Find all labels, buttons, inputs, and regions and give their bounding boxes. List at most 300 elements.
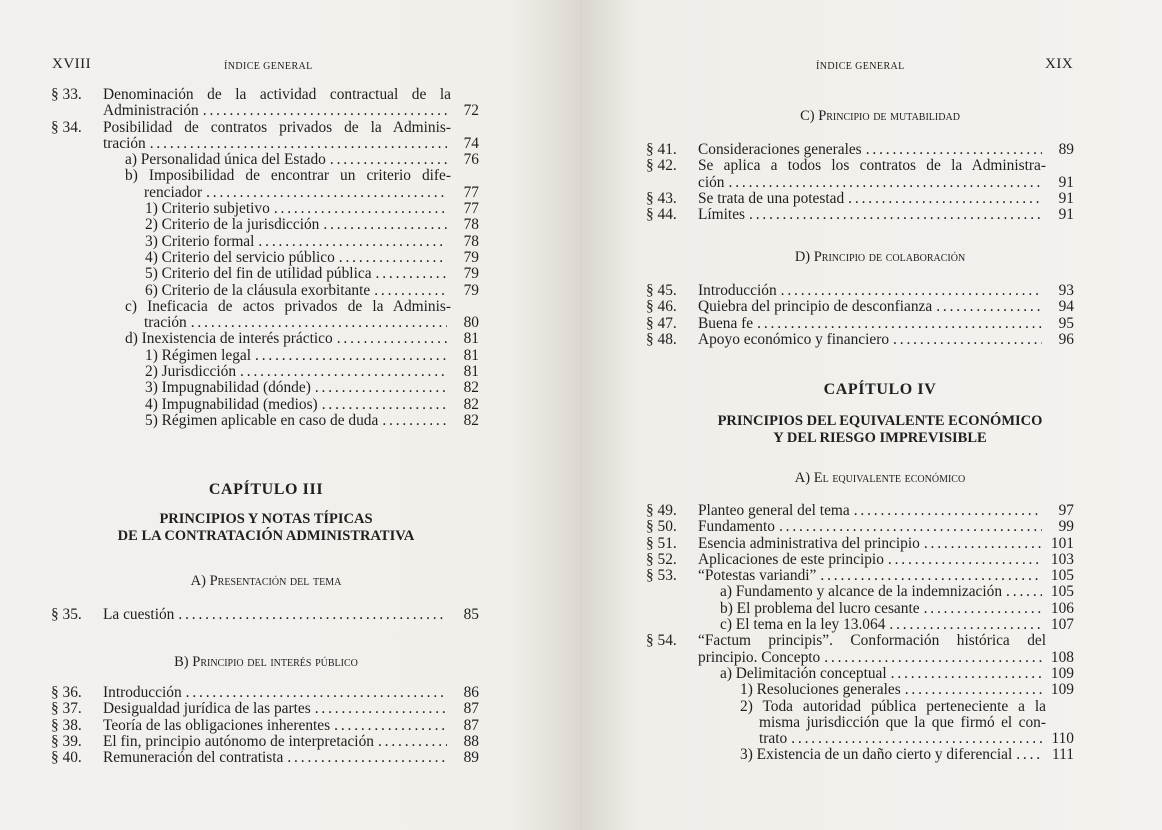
dot-leader xyxy=(848,191,1042,207)
toc-line xyxy=(51,283,479,299)
entry-title: Desigualdad jurídica de las partes xyxy=(103,700,311,718)
section-number xyxy=(51,136,103,152)
section-number xyxy=(51,331,103,347)
entry-text-wrap xyxy=(103,685,451,701)
dot-leader xyxy=(889,617,1042,633)
page-ref: 105 xyxy=(1050,567,1074,585)
section-number xyxy=(51,266,103,282)
toc-line xyxy=(646,682,1074,698)
page-ref: 107 xyxy=(1050,616,1074,634)
entry-text-wrap xyxy=(103,718,451,734)
section-number xyxy=(51,315,103,331)
toc-line xyxy=(51,234,479,250)
toc-line xyxy=(51,331,479,347)
page-ref: 94 xyxy=(1058,298,1074,316)
dot-leader xyxy=(891,666,1042,682)
dot-leader xyxy=(866,142,1042,158)
section-number: § 33. xyxy=(51,86,82,103)
section-number xyxy=(51,299,103,315)
toc-line xyxy=(646,536,1074,552)
entry-title: “Factum principis”. Conformación histórica del xyxy=(698,632,1046,650)
entry-text-wrap xyxy=(698,503,1046,519)
entry-title: 4) Impugnabilidad (medios) xyxy=(145,395,318,413)
chapter-title: DE LA CONTRATACIÓN ADMINISTRATIVA xyxy=(117,528,415,544)
entry-title: 3) Impugnabilidad (dónde) xyxy=(145,379,311,397)
page-ref: 106 xyxy=(1050,599,1074,617)
entry-text-wrap xyxy=(103,348,451,364)
dot-leader xyxy=(240,364,447,380)
section-number: § 36. xyxy=(51,684,82,701)
entry-text-wrap xyxy=(103,380,451,396)
page-ref: 72 xyxy=(463,102,479,120)
section-number: § 49. xyxy=(646,502,677,519)
entry-text-wrap xyxy=(698,536,1046,552)
page-ref: 82 xyxy=(463,379,479,397)
section-number: § 50. xyxy=(646,518,677,536)
entry-text-wrap xyxy=(103,413,451,429)
dot-leader xyxy=(376,266,447,282)
entry-title: a) Personalidad única del Estado xyxy=(125,151,326,169)
page-ref: 95 xyxy=(1058,314,1074,332)
toc-line xyxy=(51,120,479,136)
entry-text-wrap xyxy=(103,315,451,331)
entry-text-wrap xyxy=(698,584,1046,600)
entry-text-wrap xyxy=(698,601,1046,617)
section-number: § 54. xyxy=(646,632,677,650)
section-number: § 51. xyxy=(646,534,677,552)
entry-text-wrap xyxy=(103,701,451,717)
section-number xyxy=(646,617,698,633)
entry-title: d) Inexistencia de interés práctico xyxy=(125,330,333,348)
section-number: § 34. xyxy=(51,118,82,136)
toc-line xyxy=(51,299,479,315)
toc-line xyxy=(51,152,479,168)
entry-text-wrap xyxy=(698,568,1046,584)
page-ref: 111 xyxy=(1052,746,1074,764)
section-number: § 45. xyxy=(646,282,677,299)
dot-leader xyxy=(1006,584,1042,600)
entry-text-wrap xyxy=(103,168,451,184)
entry-title: Introducción xyxy=(698,282,777,299)
section-number xyxy=(646,650,698,666)
section-number xyxy=(51,413,103,429)
section-number xyxy=(51,168,103,184)
dot-leader xyxy=(888,552,1042,568)
toc-line xyxy=(646,316,1074,332)
page-ref: 96 xyxy=(1058,330,1074,348)
entry-title: 3) Criterio formal xyxy=(145,232,255,250)
page-ref: 85 xyxy=(463,606,479,623)
page-ref: 80 xyxy=(463,314,479,332)
page-ref: 93 xyxy=(1058,282,1074,299)
page-number: XVIII xyxy=(52,56,92,72)
page-ref xyxy=(1046,699,1074,715)
section-number xyxy=(51,234,103,250)
section-number xyxy=(51,397,103,413)
dot-leader xyxy=(893,332,1042,348)
entry-title: “Potestas variandi” xyxy=(698,567,817,585)
page-ref xyxy=(451,299,479,315)
entry-text-wrap xyxy=(103,103,451,119)
page-ref: 105 xyxy=(1050,583,1074,601)
toc-line xyxy=(646,191,1074,207)
left-page xyxy=(0,0,580,830)
section-number xyxy=(646,666,698,682)
entry-title: 1) Régimen legal xyxy=(145,346,251,364)
dot-leader xyxy=(323,217,447,233)
entry-text-wrap xyxy=(103,120,451,136)
dot-leader xyxy=(779,519,1042,535)
toc-line xyxy=(51,734,479,750)
page-ref xyxy=(1046,715,1074,731)
entry-title: Se aplica a todos los contratos de la Administra- xyxy=(698,157,1046,175)
toc-line xyxy=(51,701,479,717)
toc-line xyxy=(51,87,479,103)
chapter-title: PRINCIPIOS Y NOTAS TÍPICAS xyxy=(159,511,373,527)
toc-block xyxy=(51,607,479,623)
page-ref: 103 xyxy=(1050,550,1074,568)
toc-line xyxy=(51,201,479,217)
section-number xyxy=(646,175,698,191)
page-ref: 91 xyxy=(1058,173,1074,191)
page-ref: 78 xyxy=(463,216,479,234)
page-ref: 89 xyxy=(463,749,479,767)
dot-leader xyxy=(820,568,1042,584)
section-number: § 48. xyxy=(646,330,677,348)
entry-title: Esencia administrativa del principio xyxy=(698,534,920,552)
entry-title: trato xyxy=(759,730,788,748)
section-number xyxy=(51,185,103,201)
dot-leader xyxy=(186,685,447,701)
dot-leader xyxy=(936,299,1042,315)
section-number xyxy=(646,682,698,698)
section-number xyxy=(646,731,698,747)
dot-leader xyxy=(315,701,447,717)
toc-line xyxy=(646,299,1074,315)
page-ref: 88 xyxy=(463,732,479,750)
dot-leader xyxy=(781,283,1042,299)
dot-leader xyxy=(905,682,1042,698)
entry-text-wrap xyxy=(698,316,1046,332)
section-number xyxy=(646,699,698,715)
section-number xyxy=(51,250,103,266)
section-number: § 35. xyxy=(51,606,82,623)
dot-leader xyxy=(322,397,447,413)
dot-leader xyxy=(178,607,447,623)
entry-title: 4) Criterio del servicio público xyxy=(145,248,335,266)
toc-block xyxy=(51,685,479,766)
section-number: § 43. xyxy=(646,189,677,207)
section-number: § 39. xyxy=(51,732,82,750)
page-ref: 82 xyxy=(463,411,479,429)
section-number: § 46. xyxy=(646,298,677,316)
running-head: ÍNDICE GENERAL xyxy=(224,61,313,72)
entry-text-wrap xyxy=(698,699,1046,715)
page-ref: 87 xyxy=(463,700,479,718)
entry-title: b) El problema del lucro cesante xyxy=(720,599,920,617)
entry-title: ción xyxy=(698,173,725,191)
chapter-title: Y DEL RIESGO IMPREVISIBLE xyxy=(773,430,987,446)
entry-text-wrap xyxy=(698,715,1046,731)
entry-text-wrap xyxy=(103,234,451,250)
dot-leader xyxy=(337,331,447,347)
entry-text-wrap xyxy=(698,191,1046,207)
dot-leader xyxy=(749,207,1042,223)
entry-title: 2) Toda autoridad pública perteneciente a la xyxy=(740,697,1046,715)
toc-line xyxy=(646,731,1074,747)
entry-title: Aplicaciones de este principio xyxy=(698,550,884,568)
page-ref: 109 xyxy=(1050,681,1074,699)
dot-leader xyxy=(382,413,447,429)
entry-text-wrap xyxy=(103,152,451,168)
section-number xyxy=(51,152,103,168)
toc-line xyxy=(51,413,479,429)
toc-block xyxy=(646,283,1074,348)
toc-line xyxy=(51,315,479,331)
entry-text-wrap xyxy=(103,397,451,413)
entry-text-wrap xyxy=(698,666,1046,682)
entry-text-wrap xyxy=(698,142,1046,158)
toc-line xyxy=(646,142,1074,158)
section-heading: B) Principio del interés público xyxy=(174,654,358,670)
entry-title: 1) Criterio subjetivo xyxy=(145,200,270,218)
toc-line xyxy=(51,348,479,364)
entry-title: b) Imposibilidad de encontrar un criterio dife- xyxy=(125,167,451,185)
dot-leader xyxy=(206,185,447,201)
toc-line xyxy=(51,185,479,201)
entry-title: c) El tema en la ley 13.064 xyxy=(720,616,886,634)
toc-block xyxy=(646,503,1074,764)
page-ref: 91 xyxy=(1058,206,1074,224)
page-ref: 89 xyxy=(1058,141,1074,158)
toc-line xyxy=(51,103,479,119)
entry-title: principio. Concepto xyxy=(698,648,821,666)
entry-title: Buena fe xyxy=(698,314,754,332)
entry-text-wrap xyxy=(698,175,1046,191)
entry-text-wrap xyxy=(698,519,1046,535)
toc-line xyxy=(646,584,1074,600)
dot-leader xyxy=(203,103,447,119)
entry-title: a) Fundamento y alcance de la indemnización xyxy=(720,583,1003,601)
entry-title: a) Delimitación conceptual xyxy=(720,664,887,682)
dot-leader xyxy=(191,315,447,331)
entry-text-wrap xyxy=(103,299,451,315)
entry-title: Posibilidad de contratos privados de la Adminis- xyxy=(103,118,451,136)
entry-text-wrap xyxy=(103,283,451,299)
entry-text-wrap xyxy=(103,266,451,282)
entry-title: 5) Régimen aplicable en caso de duda xyxy=(145,411,379,429)
entry-text-wrap xyxy=(103,250,451,266)
entry-title: El fin, principio autónomo de interpretación xyxy=(103,732,374,750)
dot-leader xyxy=(339,250,447,266)
entry-text-wrap xyxy=(698,747,1046,763)
dot-leader xyxy=(374,283,447,299)
entry-text-wrap xyxy=(103,201,451,217)
dot-leader xyxy=(315,380,447,396)
section-number: § 41. xyxy=(646,141,677,158)
dot-leader xyxy=(287,750,447,766)
toc-line xyxy=(646,699,1074,715)
chapter-title: PRINCIPIOS DEL EQUIVALENTE ECONÓMICO xyxy=(717,413,1043,429)
entry-text-wrap xyxy=(698,158,1046,174)
entry-text-wrap xyxy=(103,185,451,201)
right-page xyxy=(580,0,1162,830)
page-ref: 79 xyxy=(463,265,479,283)
toc-line xyxy=(646,715,1074,731)
section-heading: A) Presentación del tema xyxy=(190,573,342,589)
entry-text-wrap xyxy=(103,734,451,750)
entry-title: renciador xyxy=(144,183,203,201)
toc-line xyxy=(646,650,1074,666)
section-number xyxy=(51,283,103,299)
entry-text-wrap xyxy=(698,207,1046,223)
toc-line xyxy=(646,617,1074,633)
entry-text-wrap xyxy=(698,552,1046,568)
dot-leader xyxy=(274,201,447,217)
chapter-heading: CAPÍTULO III xyxy=(208,481,324,498)
page-ref: 76 xyxy=(463,151,479,169)
page-ref: 101 xyxy=(1050,534,1074,552)
entry-title: 1) Resoluciones generales xyxy=(740,681,901,699)
dot-leader xyxy=(258,234,447,250)
entry-text-wrap xyxy=(103,331,451,347)
entry-text-wrap xyxy=(103,136,451,152)
entry-title: Remuneración del contratista xyxy=(103,749,284,767)
entry-title: Fundamento xyxy=(698,518,775,536)
entry-title: Introducción xyxy=(103,684,182,701)
page-ref: 78 xyxy=(463,232,479,250)
dot-leader xyxy=(1016,747,1042,763)
toc-line xyxy=(51,136,479,152)
section-number xyxy=(51,364,103,380)
page-ref: 79 xyxy=(463,248,479,266)
section-heading: D) Principio de colaboración xyxy=(794,249,966,265)
entry-title: 3) Existencia de un daño cierto y diferencial xyxy=(740,746,1013,764)
entry-title: 5) Criterio del fin de utilidad pública xyxy=(145,265,372,283)
page-ref: 82 xyxy=(463,395,479,413)
page-ref: 110 xyxy=(1051,730,1074,748)
entry-title: 2) Criterio de la jurisdicción xyxy=(145,216,320,234)
section-number xyxy=(51,380,103,396)
toc-line xyxy=(646,283,1074,299)
toc-line xyxy=(646,568,1074,584)
page-ref: 108 xyxy=(1050,648,1074,666)
toc-line xyxy=(51,607,479,623)
dot-leader xyxy=(791,731,1042,747)
entry-title: Consideraciones generales xyxy=(698,141,862,158)
page-ref: 77 xyxy=(463,183,479,201)
section-number: § 47. xyxy=(646,314,677,332)
entry-text-wrap xyxy=(698,332,1046,348)
section-heading: C) Principio de mutabilidad xyxy=(800,108,960,124)
entry-title: tración xyxy=(103,134,146,152)
page-ref xyxy=(451,168,479,184)
page-ref: 99 xyxy=(1058,518,1074,536)
toc-line xyxy=(646,666,1074,682)
section-number xyxy=(646,601,698,617)
section-number: § 52. xyxy=(646,550,677,568)
dot-leader xyxy=(924,536,1042,552)
dot-leader xyxy=(150,136,447,152)
entry-text-wrap xyxy=(103,750,451,766)
toc-line xyxy=(51,364,479,380)
page-ref: 81 xyxy=(463,346,479,364)
page-ref: 91 xyxy=(1058,189,1074,207)
entry-text-wrap xyxy=(103,607,451,623)
page-ref: 79 xyxy=(463,281,479,299)
entry-title: Planteo general del tema xyxy=(698,502,850,519)
dot-leader xyxy=(757,316,1042,332)
section-number xyxy=(51,217,103,233)
toc-line xyxy=(51,168,479,184)
dot-leader xyxy=(378,734,447,750)
section-number: § 53. xyxy=(646,567,677,585)
toc-line xyxy=(51,685,479,701)
entry-text-wrap xyxy=(698,283,1046,299)
toc-block xyxy=(646,142,1074,223)
toc-line xyxy=(51,250,479,266)
section-number xyxy=(646,747,698,763)
entry-text-wrap xyxy=(698,731,1046,747)
toc-line xyxy=(51,217,479,233)
page-ref xyxy=(451,87,479,103)
dot-leader xyxy=(330,152,447,168)
page-ref: 109 xyxy=(1050,664,1074,682)
toc-line xyxy=(646,207,1074,223)
dot-leader xyxy=(255,348,447,364)
toc-line xyxy=(646,503,1074,519)
entry-title: Quiebra del principio de desconfianza xyxy=(698,298,933,316)
entry-title: Teoría de las obligaciones inherentes xyxy=(103,716,331,734)
page-ref: 81 xyxy=(463,330,479,348)
toc-line xyxy=(51,750,479,766)
section-number: § 38. xyxy=(51,716,82,734)
section-number xyxy=(51,201,103,217)
entry-title: tración xyxy=(144,314,187,332)
section-number: § 37. xyxy=(51,700,82,718)
entry-text-wrap xyxy=(698,617,1046,633)
page-ref xyxy=(1046,158,1074,174)
entry-text-wrap xyxy=(698,633,1046,649)
entry-title: La cuestión xyxy=(103,606,175,623)
entry-text-wrap xyxy=(698,682,1046,698)
toc-line xyxy=(51,380,479,396)
toc-line xyxy=(646,158,1074,174)
toc-line xyxy=(646,747,1074,763)
section-number xyxy=(646,715,698,731)
entry-title: 6) Criterio de la cláusula exorbitante xyxy=(145,281,371,299)
entry-title: Apoyo económico y financiero xyxy=(698,330,890,348)
page-ref: 86 xyxy=(463,684,479,701)
dot-leader xyxy=(924,601,1042,617)
section-number xyxy=(51,103,103,119)
toc-line xyxy=(646,601,1074,617)
dot-leader xyxy=(854,503,1042,519)
dot-leader xyxy=(824,650,1042,666)
page-ref: 81 xyxy=(463,363,479,381)
entry-text-wrap xyxy=(698,299,1046,315)
toc-line xyxy=(51,718,479,734)
dot-leader xyxy=(334,718,447,734)
section-number xyxy=(646,584,698,600)
toc-line xyxy=(51,266,479,282)
entry-text-wrap xyxy=(103,364,451,380)
page-ref xyxy=(1046,633,1074,649)
toc-line xyxy=(646,332,1074,348)
entry-title: misma jurisdicción que la que firmó el con- xyxy=(759,713,1046,731)
section-number: § 44. xyxy=(646,206,677,224)
page-ref xyxy=(451,120,479,136)
